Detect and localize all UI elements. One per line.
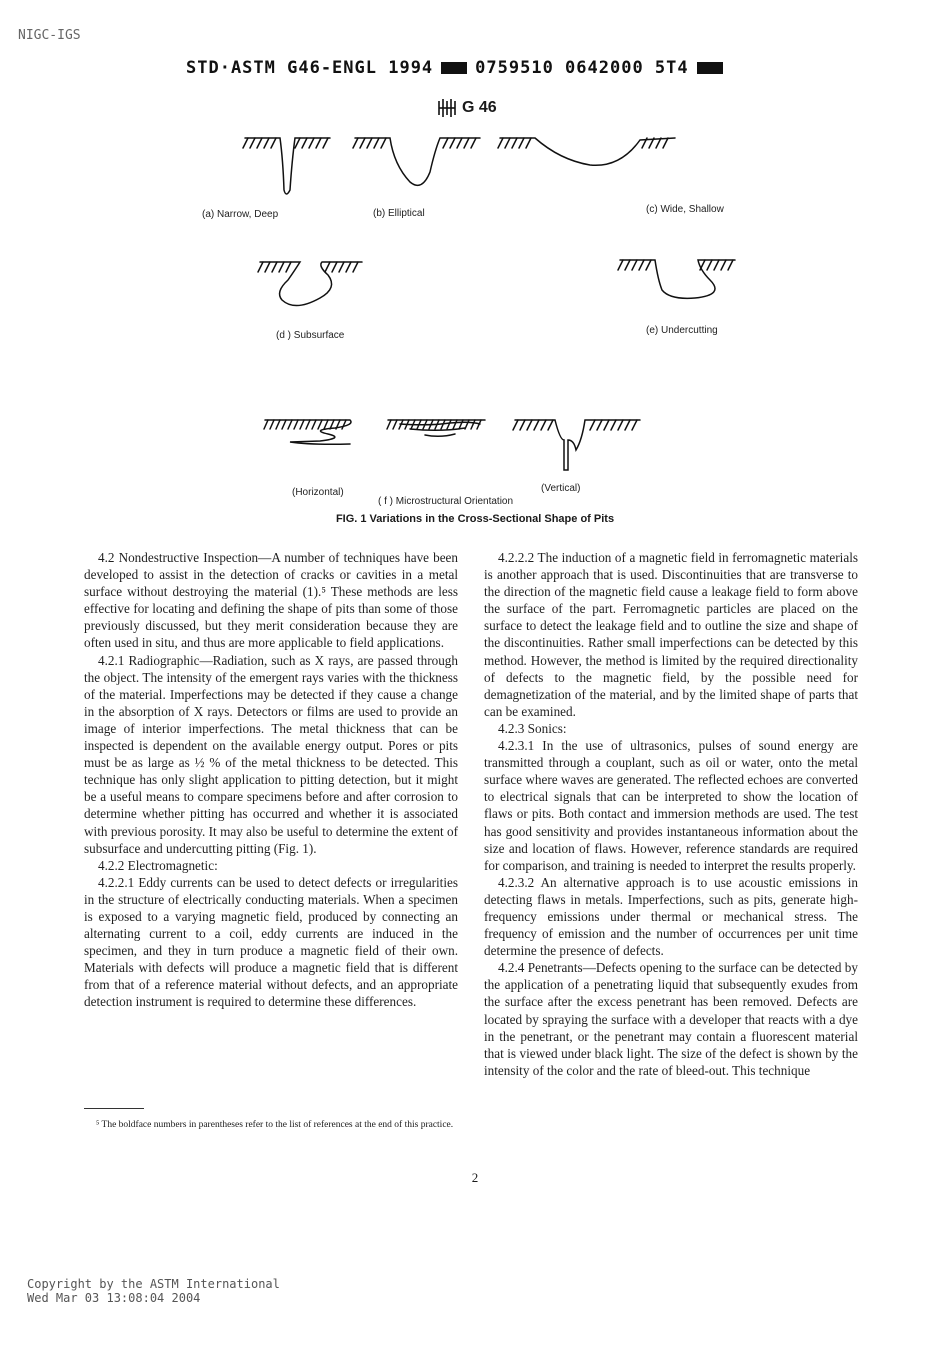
pit-elliptical <box>353 138 480 185</box>
document-id: G 46 <box>462 99 497 116</box>
paragraph: 4.2.2 Electromagnetic: <box>98 857 218 873</box>
pit-shapes-figure <box>150 120 800 515</box>
paragraph: 4.2.2.1 Eddy currents can be used to detect defects or irregularities in the structure of electrically conducting materials. When a specimen is exposed to a varying magnetic field, produced by connecting an alternating current to a coil, eddy currents are induced in the specimen, and they in turn produce a magnetic field of their own. Materials with defects will produce a magnetic field that is different from that of a reference material without defects, and an appropriate detection instrument is required to determine these differences. <box>84 874 458 1010</box>
caption-c: (c) Wide, Shallow <box>646 204 724 215</box>
pit-horizontal-2 <box>387 420 485 436</box>
paragraph: 4.2 Nondestructive Inspection—A number of techniques have been developed to assist in the detection of cracks or cavities in a metal surface without destroying the material (1).⁵ These methods are less effective for locating and defining the shape of pits than some of those previously discussed, but they merit consideration because they are often used in situ, and thus are more applicable to field applications. <box>84 550 458 651</box>
caption-horizontal: (Horizontal) <box>292 487 344 498</box>
figure-title: FIG. 1 Variations in the Cross-Sectional Shape of Pits <box>335 513 615 525</box>
caption-vertical: (Vertical) <box>541 483 581 494</box>
pit-narrow-deep <box>243 138 330 194</box>
timestamp-line: Wed Mar 03 13:08:04 2004 <box>27 1291 201 1305</box>
footnote-divider <box>84 1108 144 1109</box>
document-standard-line <box>186 58 731 78</box>
left-column <box>84 549 458 1011</box>
paragraph: 4.2.2.2 The induction of a magnetic field in ferromagnetic materials is another approach that is used. Discontinuities that are transverse to the direction of the magnetic field cause a leakage field to form above the surface of the part. Ferromagnetic particles are placed on the surface to detect the leakage field and to outline the size and shape of the discontinuities. Rather small imperfections can be detected by this method. However, the method is limited by the required directionality of defects to the magnetic field, by the possible need for demagnetization of the material, and by the limited shape of parts that can be examined. <box>484 550 858 719</box>
paragraph: 4.2.3 Sonics: <box>498 720 567 736</box>
pit-wide-shallow <box>498 138 675 165</box>
caption-b: (b) Elliptical <box>373 208 425 219</box>
pit-horizontal <box>264 420 351 444</box>
caption-a: (a) Narrow, Deep <box>202 209 279 220</box>
paragraph: 4.2.3.2 An alternative approach is to use acoustic emissions in detecting flaws in metals. Imperfections, such as pits, generate high-frequency emissions under thermal or mechanical stress. The frequency of emission and the number of occurrences per unit time determine the presence of defects. <box>484 874 858 959</box>
right-column <box>484 549 858 1079</box>
astm-logo-icon <box>436 97 458 119</box>
pit-undercutting <box>618 260 735 298</box>
watermark-label: NIGC-IGS <box>18 28 81 43</box>
pit-subsurface <box>258 262 362 306</box>
redaction-block <box>697 62 723 74</box>
caption-e: (e) Undercutting <box>646 325 718 336</box>
redaction-block <box>441 62 467 74</box>
paragraph: 4.2.4 Penetrants—Defects opening to the surface can be detected by the application of a penetrating liquid that subsequently exudes from the surface after the excess penetrant has been removed. Defects are located by spraying the surface with a developer that reacts with a dye in the penetrant, or the penetrant may contain a fluorescent material that is viewed under black light. The size of the defect is shown by the intensity of the color and the rate of bleed-out. This technique <box>484 960 858 1078</box>
pit-vertical <box>513 420 640 470</box>
caption-f: ( f ) Microstructural Orientation <box>378 496 514 507</box>
copyright-notice <box>27 1277 280 1305</box>
footnote: ⁵ The boldface numbers in parentheses refer to the list of references at the end of this practice. <box>96 1120 454 1130</box>
paragraph: 4.2.3.1 In the use of ultrasonics, pulses of sound energy are transmitted through a couplant, such as oil or water, onto the metal surface where waves are generated. The reflected echoes are converted to electrical signals that can be interpreted to show the location of flaws or pits. Both contact and immersion methods are used. The test has good sensitivity and provides instantaneous information about the size and location of flaws. However, reference standards are required for comparison, and training is needed to interpret the results properly. <box>484 738 858 873</box>
copyright-line: Copyright by the ASTM International <box>27 1277 280 1291</box>
std-line-b: 0759510 0642000 5T4 <box>475 58 689 78</box>
page-number: 2 <box>471 1170 479 1185</box>
std-line-a: STD·ASTM G46-ENGL 1994 <box>186 58 434 78</box>
paragraph: 4.2.1 Radiographic—Radiation, such as X rays, are passed through the object. The intensity of the emergent rays varies with the thickness of the material. Imperfections may be detected if they cause a change in the absorption of X rays. Detectors or films are used to provide an image of interior imperfections. The metal thickness that can be inspected is dependent on the available energy output. Pores or pits must be as large as ½ % of the metal thickness to be detected. This technique has only slight application to pitting detection, but it might be a useful means to compare specimens before and after corrosion to determine whether pitting has occurred and whether it is associated with previous porosity. It may also be useful to determine the extent of subsurface and undercutting pitting (Fig. 1). <box>84 652 458 856</box>
caption-d: (d ) Subsurface <box>276 330 345 341</box>
